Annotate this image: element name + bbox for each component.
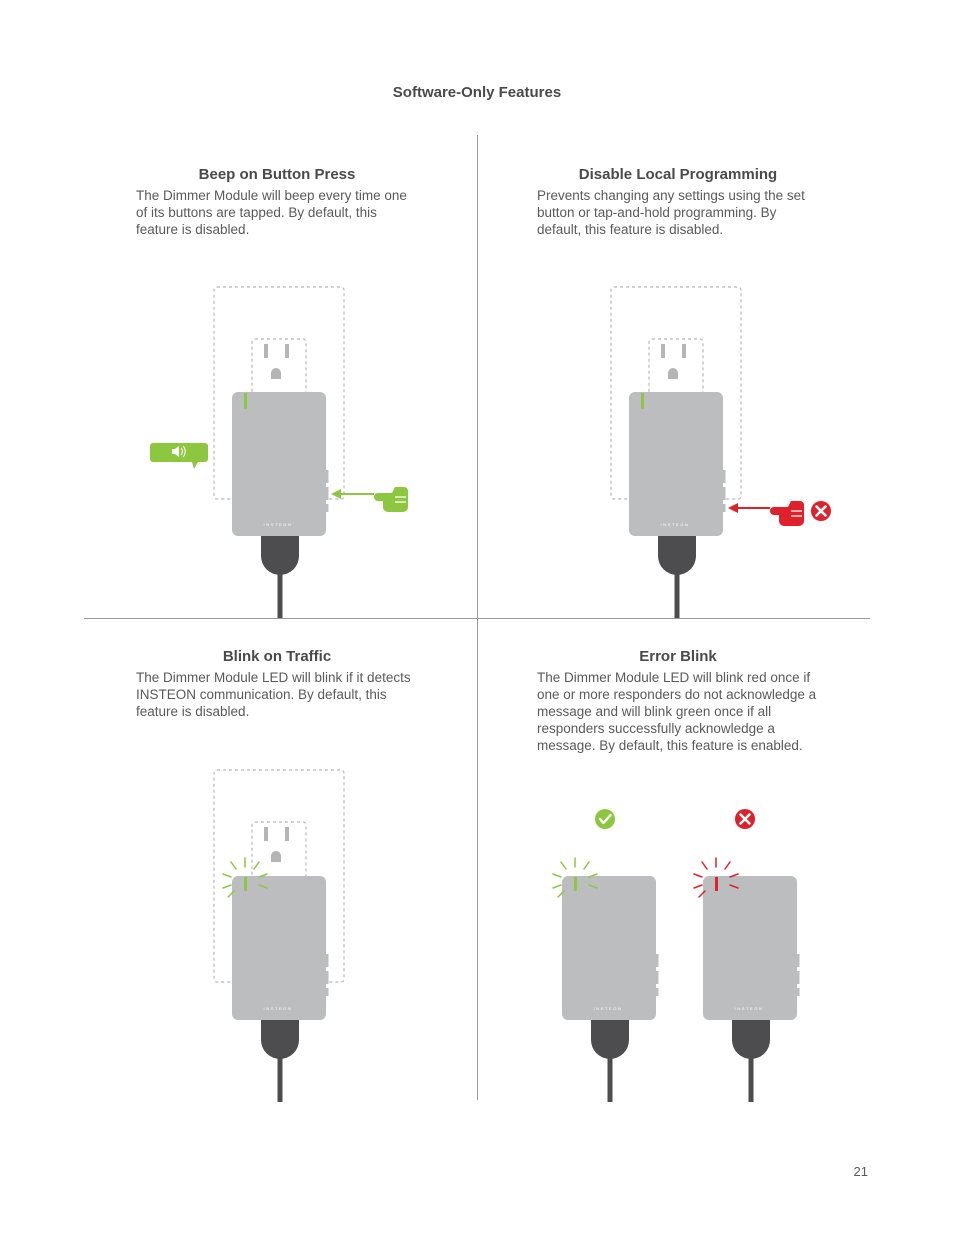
error-blink-illustration xyxy=(553,809,800,1102)
section-body: Prevents changing any settings using the set button or tap-and-hold programming. By default, this feature is disabled. xyxy=(537,188,805,237)
check-icon xyxy=(595,809,615,829)
section-body: The Dimmer Module LED will blink red once if one or more responders do not acknowledge a message and will blink green once if all responders successfully acknowledge a message. By default, this feature is enabled. xyxy=(537,670,817,753)
blink-traffic-illustration xyxy=(214,770,344,1102)
beep-illustration xyxy=(150,287,408,618)
dimmer-module-success xyxy=(562,876,659,1102)
section-heading: Beep on Button Press xyxy=(198,166,356,183)
dimmer-module xyxy=(232,392,329,618)
led-indicator-red xyxy=(715,877,718,891)
arrow-icon xyxy=(728,503,770,513)
dimmer-module xyxy=(629,392,726,618)
disable-programming-illustration xyxy=(611,287,831,618)
section-heading: Error Blink xyxy=(639,648,717,665)
page-number: 21 xyxy=(853,1164,868,1179)
led-indicator xyxy=(244,877,247,891)
illustrations: INSTEON xyxy=(0,0,954,1235)
page-title: Software-Only Features xyxy=(392,84,562,101)
led-indicator-green xyxy=(574,877,577,891)
section-heading: Blink on Traffic xyxy=(222,648,332,665)
arrow-icon xyxy=(331,489,374,499)
x-icon xyxy=(735,809,755,829)
x-icon xyxy=(811,501,831,521)
section-heading: Disable Local Programming xyxy=(578,166,778,183)
dimmer-module xyxy=(232,876,329,1102)
led-indicator xyxy=(641,393,644,409)
dimmer-module-error xyxy=(703,876,800,1102)
pointing-hand-icon xyxy=(374,487,408,512)
section-body: The Dimmer Module will beep every time one of its buttons are tapped. By default, this feature is disabled. xyxy=(136,188,407,237)
led-indicator xyxy=(244,393,247,409)
speaker-bubble-icon xyxy=(150,443,208,469)
section-body: The Dimmer Module LED will blink if it detects INSTEON communication. By default, this feature is disabled. xyxy=(136,670,411,719)
pointing-hand-icon xyxy=(770,501,804,526)
